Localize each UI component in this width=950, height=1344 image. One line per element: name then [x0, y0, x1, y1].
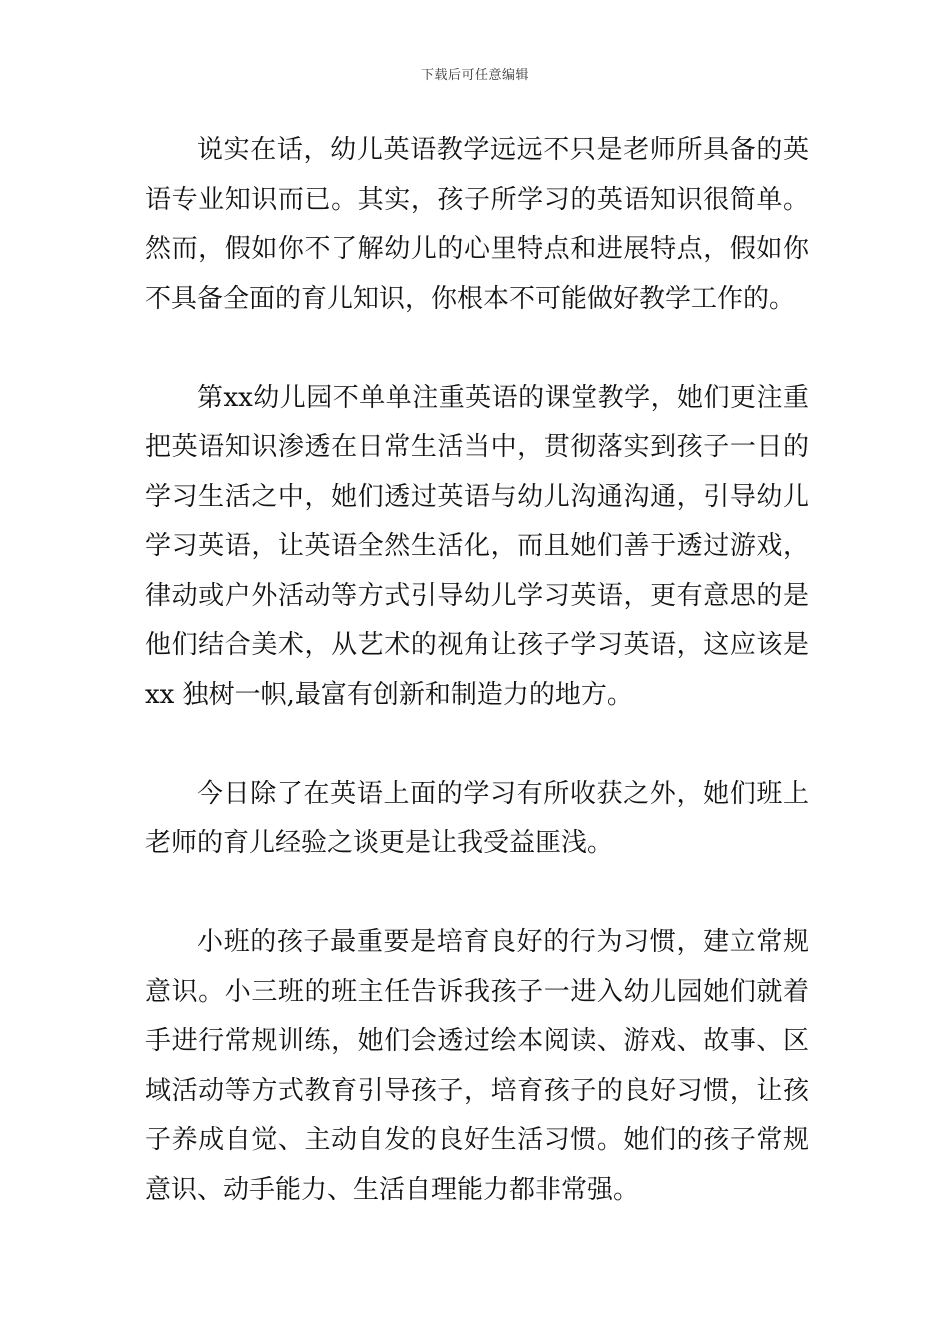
document-body: [145, 126, 809, 1215]
paragraph-3: 今日除了在英语上面的学习有所收获之外，她们班上老师的育儿经验之谈更是让我受益匪浅。: [145, 778, 809, 858]
paragraph-1: 说实在话，幼儿英语教学远远不只是老师所具备的英语专业知识而已。其实，孩子所学习的英语知识很简单。然而，假如你不了解幼儿的心里特点和进展特点，假如你不具备全面的育儿知识，你根本不可能做好教学工作的。: [145, 135, 809, 314]
paragraph-4: 小班的孩子最重要是培育良好的行为习惯，建立常规意识。小三班的班主任告诉我孩子一进入幼儿园她们就着手进行常规训练，她们会透过绘本阅读、游戏、故事、区域活动等方式教育引导孩子，培育孩子的良好习惯，让孩子养成自觉、主动自发的良好生活习惯。她们的孩子常规意识、动手能力、生活自理能力都非常强。: [145, 927, 809, 1205]
paragraph-2: 第xx幼儿园不单单注重英语的课堂教学，她们更注重把英语知识渗透在日常生活当中，贯彻落实到孩子一日的学习生活之中，她们透过英语与幼儿沟通沟通，引导幼儿学习英语，让英语全然生活化，而且她们善于透过游戏，律动或户外活动等方式引导幼儿学习英语，更有意思的是他们结合美术，从艺术的视角让孩子学习英语，这应该是xx 独树一帜,最富有创新和制造力的地方。: [145, 382, 809, 710]
header-note: 下载后可任意编辑: [420, 68, 529, 83]
